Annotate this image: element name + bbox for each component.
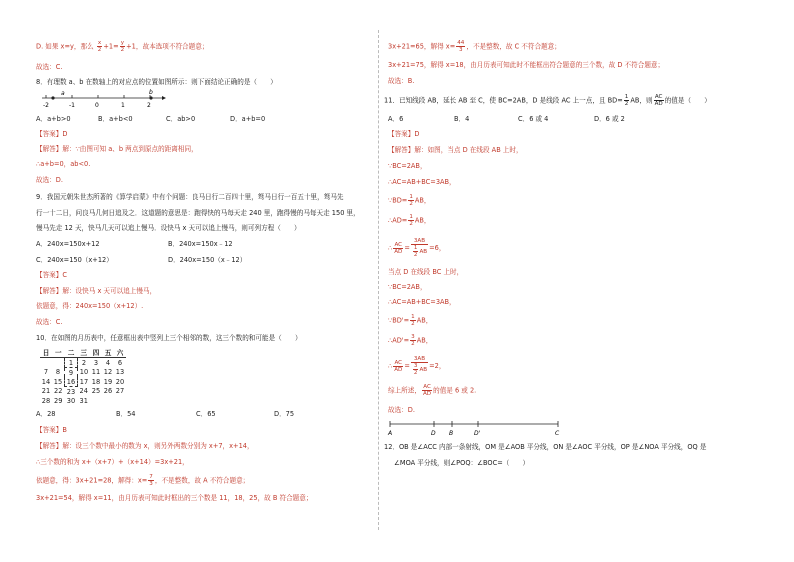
numerator: AC (654, 94, 663, 100)
text: =6， (429, 244, 446, 252)
q9-option-a: A．240x=150x+12 (36, 240, 100, 248)
numerator: y (120, 40, 125, 46)
fraction (408, 194, 414, 207)
tick-label: -1 (69, 102, 75, 109)
cal-cell: 21 (41, 387, 51, 396)
denominator: AD (394, 366, 403, 373)
tick-label: 1 (121, 102, 125, 109)
denominator (411, 245, 428, 258)
cal-cell (90, 396, 102, 405)
text: +1，故本选项不符合题意； (126, 42, 209, 51)
q11-analysis: 【解答】解：如图，当点 D 在线段 AB 上时， (388, 146, 523, 154)
text: +1= (103, 42, 119, 51)
q11-step: ∴ $\frac{AC}{AD}$ = 3AB $\frac{1}{2}$ AB =6， (388, 238, 446, 258)
q11-segment-figure (386, 418, 566, 438)
text: 的值是（ ） (664, 96, 711, 105)
q11-option-a: A．6 (388, 115, 404, 123)
numerator: 1 (409, 214, 413, 220)
q10-sum: ∴三个数的和为 x+（x+7）+（x+14）=3x+21， (36, 458, 189, 466)
text: AB， (414, 196, 431, 205)
cal-cell: 13 (115, 368, 125, 377)
denominator (411, 363, 428, 376)
column-divider (378, 30, 379, 530)
q11-step (388, 194, 431, 207)
text: 依题意，得：3x+21=28，解得：x= (36, 476, 148, 485)
cal-head: 二 (65, 347, 78, 358)
cal-cell: 20 (115, 377, 125, 386)
cal-cell: 19 (103, 377, 113, 386)
q8-step: ∴a+b=0，ab<0. (36, 160, 91, 168)
cal-cell: 30 (66, 396, 76, 405)
q10-option-b: B．54 (116, 410, 136, 418)
point-b-label: b (149, 89, 153, 96)
fraction (410, 334, 416, 347)
q8-option-a: A．a+b>0 (36, 115, 71, 123)
cal-head: 三 (78, 347, 91, 358)
q9-stem-line-1: 9．我国元朝朱世杰所著的《算学启蒙》中有个问题：良马日行二百四十里，驽马日行一百五十里，驽马先 (36, 193, 344, 201)
numerator: 1 (411, 314, 415, 320)
numerator: 3AB (411, 356, 428, 363)
numerator: AC (394, 359, 403, 366)
label-a: A (388, 430, 393, 437)
cal-cell: 18 (91, 377, 101, 386)
cal-cell: 6 (117, 358, 123, 367)
denominator: 2 (624, 101, 629, 107)
q10-analysis: 【解答】解：设三个数中最小的数为 x，则另外两数分别为 x+7，x+14， (36, 442, 254, 450)
cal-cell: 31 (79, 396, 88, 405)
q8-analysis: 【解答】解：∵由图可知 a、b 两点到原点的距离相同， (36, 145, 198, 153)
fraction (654, 94, 664, 107)
label-d: D (431, 430, 436, 437)
fraction (120, 40, 126, 53)
numerator: AC (394, 241, 403, 248)
q10-answer: 【答案】B (36, 426, 67, 434)
numerator: 1 (413, 245, 418, 251)
q11-option-c: C．6 或 4 (518, 115, 549, 123)
q11-step: ∴AC=AB+BC=3AB， (388, 178, 456, 186)
cal-cell: 29 (54, 396, 63, 405)
q11-step (388, 214, 431, 227)
text: 3x+21=65，解得 x= (388, 42, 456, 51)
tick-label: -2 (43, 102, 49, 109)
cal-cell: 28 (41, 396, 51, 405)
q10-case-a (36, 474, 249, 487)
fraction (393, 360, 403, 373)
fraction (411, 238, 428, 258)
calendar-table (40, 347, 126, 405)
cal-cell (65, 358, 78, 368)
denominator: AD (654, 101, 663, 107)
cal-cell: 11 (91, 368, 101, 377)
q8-option-b: B．a+b<0 (98, 115, 133, 123)
denominator: 2 (413, 370, 418, 376)
tick-label: 2 (147, 102, 151, 109)
numerator: 3 (413, 363, 418, 369)
text: AB， (416, 316, 433, 325)
q9-analysis: 【解答】解：设快马 x 天可以追上慢马， (36, 287, 157, 295)
text: ∵BD'= (388, 316, 410, 325)
denominator: 2 (411, 341, 415, 347)
cal-cell: 27 (115, 387, 125, 396)
cal-cell (114, 396, 126, 405)
denominator: AD (422, 391, 432, 397)
text: = (404, 362, 410, 370)
cal-cell: 3 (93, 358, 99, 367)
fraction (422, 384, 432, 397)
cal-cell: 16 (65, 377, 78, 387)
q10-option-c: C．65 (196, 410, 216, 418)
numerator: 7 (149, 474, 153, 480)
text: =2， (429, 362, 446, 370)
q9-option-b: B．240x=150x﹣12 (168, 240, 233, 248)
q11-step: ∵BC=2AB， (388, 283, 427, 291)
q11-step (388, 314, 432, 327)
denominator: 2 (409, 221, 413, 227)
cal-cell: 22 (54, 387, 63, 396)
cal-cell (52, 358, 65, 368)
cal-cell: 4 (105, 358, 111, 367)
q10-stem: 10．在如图的月历表中，任意框出表中竖列上三个相邻的数，这三个数的和可能是（ ） (36, 334, 302, 342)
label-c: C (555, 430, 560, 437)
cal-cell (40, 358, 52, 368)
text: ∴AD= (388, 216, 408, 225)
denominator: 3 (149, 481, 153, 487)
cal-cell: 23 (66, 387, 76, 396)
q8-stem: 8．有理数 a、b 在数轴上的对应点的位置如图所示：则下面结论正确的是（ ） (36, 78, 277, 86)
q9-step: 依题意，得：240x=150（x+12）. (36, 302, 144, 310)
text: ，不是整数，故 C 不符合题意； (466, 42, 561, 51)
tick-label: 0 (95, 102, 99, 109)
denominator: 2 (97, 47, 102, 53)
cal-cell (102, 396, 114, 405)
q8-number-line (36, 88, 166, 112)
fraction (413, 363, 419, 376)
q9-answer: 【答案】C (36, 271, 67, 279)
fraction (624, 94, 630, 107)
numerator: 44 (457, 40, 465, 46)
text: AB，则 (630, 96, 653, 105)
cal-cell: 10 (79, 368, 89, 377)
cal-cell: 24 (79, 387, 88, 396)
q12-stem-line-1: 12．OB 是∠ACC 内部一条射线，OM 是∠AOB 平分线，ON 是∠AOC 平分线，OP 是∠NOA 平分线，OQ 是 (384, 443, 707, 451)
text: AB， (416, 336, 433, 345)
q11-step (388, 334, 432, 347)
cal-head: 五 (102, 347, 114, 358)
prev-answer: 故选：C. (36, 63, 63, 71)
text: ∴AD'= (388, 336, 410, 345)
cal-head: 四 (90, 347, 102, 358)
numerator: 1 (409, 194, 413, 200)
q11-step: ∵BC=2AB， (388, 162, 427, 170)
left-column (0, 0, 378, 562)
cal-cell: 26 (103, 387, 113, 396)
q10-case-b: 3x+21=54，解得 x=11，由月历表可知此时框出的三个数是 11，18，25，故 B 符合题意； (36, 494, 313, 502)
text: AB， (414, 216, 431, 225)
fraction (97, 40, 103, 53)
q11-option-d: D．6 或 2 (594, 115, 625, 123)
numerator: 1 (624, 94, 629, 100)
q11-case-2: 当点 D 在线段 BC 上时， (388, 268, 464, 276)
fraction (456, 40, 465, 53)
text: AB (419, 367, 428, 373)
q9-stem-line-3: 慢马先走 12 天，快马几天可以追上慢马．设快马 x 天可以追上慢马，则可列方程（ ） (36, 224, 301, 232)
numerator: x (97, 40, 102, 46)
cal-cell: 2 (81, 358, 87, 367)
q10-option-d: D．75 (274, 410, 295, 418)
cal-head: 一 (52, 347, 65, 358)
cal-cell: 25 (91, 387, 101, 396)
q10-case-c (388, 40, 561, 53)
q12-stem-line-2: ∠MOA 平分线，则∠POQ：∠BOC=（ ） (394, 459, 530, 467)
text: ∵BD= (388, 196, 408, 205)
q11-option-b: B．4 (454, 115, 470, 123)
point-a-label: a (61, 90, 65, 97)
numerator: 3AB (411, 238, 428, 245)
q8-option-c: C．ab>0 (166, 115, 196, 123)
denominator: 2 (120, 47, 125, 53)
text: 的值是 6 或 2. (433, 386, 477, 395)
text: AB (419, 249, 428, 255)
fraction (411, 356, 428, 376)
fraction (148, 474, 154, 487)
label-d-prime: D' (474, 430, 481, 437)
cal-head: 日 (40, 347, 52, 358)
q11-step: ∴ $\frac{AC}{AD}$ = 3AB $\frac{3}{2}$ AB =2， (388, 356, 446, 376)
text: = (404, 244, 410, 252)
text: D. 如果 x=y，那么 (36, 42, 94, 51)
denominator: AD (394, 248, 403, 255)
fraction (410, 314, 416, 327)
cal-cell: 8 (55, 368, 61, 377)
cal-head: 六 (114, 347, 126, 358)
label-b: B (449, 430, 454, 437)
q9-option-d: D．240x=150（x﹣12） (168, 256, 247, 264)
fraction (408, 214, 414, 227)
q8-answer: 【答案】D (36, 130, 68, 138)
q10-final: 故选：B. (388, 77, 415, 85)
cal-value: 1 (68, 358, 74, 367)
denominator: 2 (413, 252, 418, 258)
cal-cell: 17 (79, 377, 89, 386)
cal-cell: 14 (41, 377, 51, 386)
text: ，不是整数，故 A 不符合题意； (154, 476, 250, 485)
cal-cell: 9 (65, 368, 78, 378)
numerator: AC (423, 384, 431, 390)
fraction (393, 242, 403, 255)
cal-cell: 7 (43, 368, 49, 377)
cal-cell: 12 (103, 368, 113, 377)
q11-step: ∴AC=AB+BC=3AB， (388, 298, 456, 306)
q8-final: 故选：D. (36, 176, 63, 184)
fraction (413, 245, 419, 258)
numerator: 3 (411, 334, 415, 340)
q9-option-c: C．240x=150（x+12） (36, 256, 113, 264)
q9-stem-line-2: 行一十二日，问良马几何日追及之．这道题的意思是：跑得快的马每天走 240 里，跑得慢的马每天走 150 里， (36, 209, 360, 217)
right-column (380, 0, 794, 562)
denominator: 3 (459, 47, 463, 53)
denominator: 2 (409, 201, 413, 207)
text: 综上所述， (388, 386, 421, 395)
q10-option-a: A．28 (36, 410, 56, 418)
prev-option-d (36, 40, 208, 53)
q8-option-d: D．a+b=0 (230, 115, 266, 123)
text: 11．已知线段 AB，延长 AB 至 C，使 BC=2AB，D 是线段 AC 上一点，且 BD= (384, 96, 623, 105)
cal-cell: 15 (53, 377, 63, 386)
q11-stem (384, 94, 711, 107)
q11-final: 故选：D. (388, 406, 415, 414)
q10-case-d: 3x+21=75，解得 x=18，由月历表可知此时不能框出符合题意的三个数，故 D 不符合题意； (388, 61, 665, 69)
q11-summary (388, 384, 476, 397)
denominator: 2 (411, 321, 415, 327)
q11-answer: 【答案】D (388, 130, 420, 138)
q9-final: 故选：C. (36, 318, 63, 326)
